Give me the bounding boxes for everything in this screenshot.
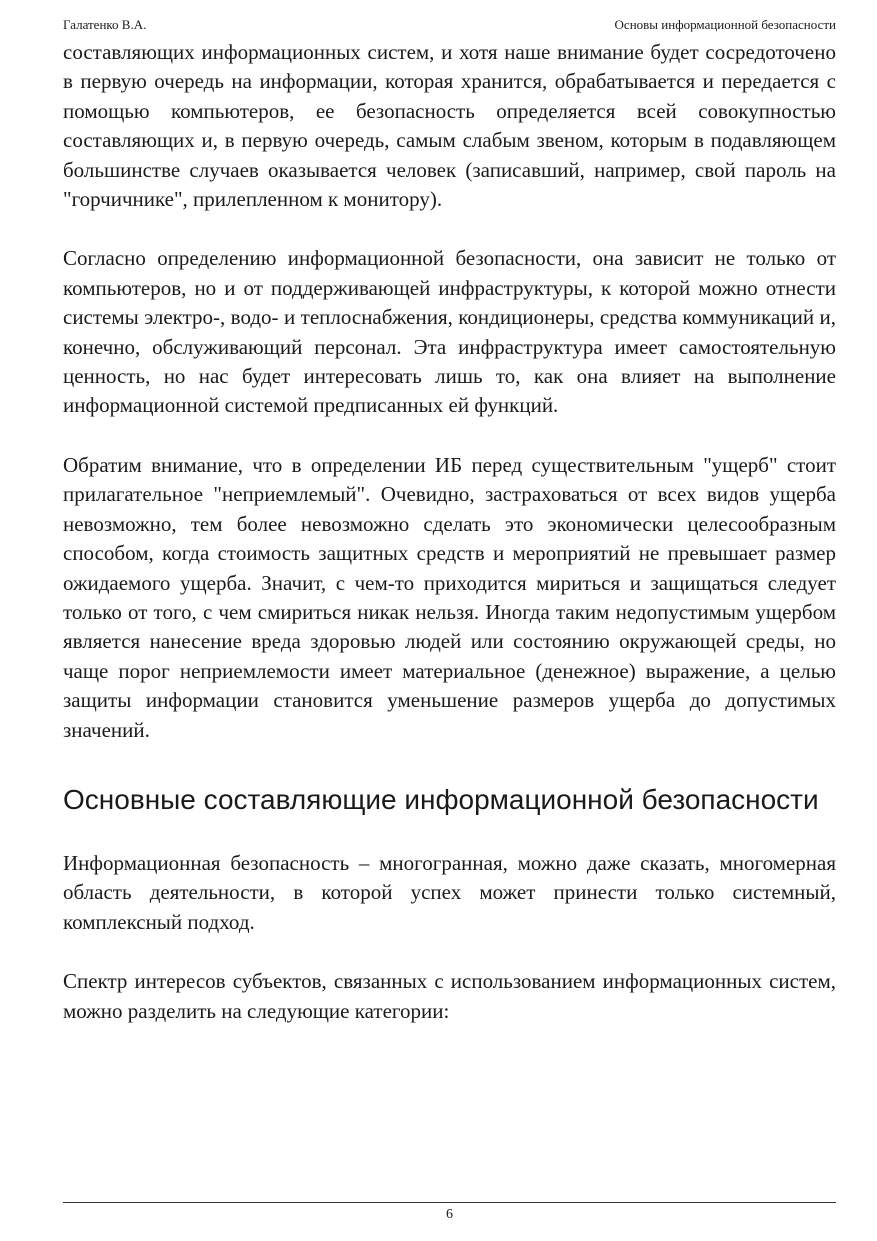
document-page [63, 0, 836, 1241]
paragraph-interest-spectrum: Спектр интересов субъектов, связанных с использованием информационных систем, можно разделить на следующие категории: [63, 969, 836, 1023]
header-author: Галатенко В.А. [63, 17, 147, 32]
body-text [63, 38, 836, 1026]
page-number: 6 [446, 1207, 453, 1222]
header-book-title: Основы информационной безопасности [614, 17, 836, 32]
paragraph-multifaceted: Информационная безопасность – многогранная, можно даже сказать, многомерная область деятельности, в которой успех может принести только системный, комплексный подход. [63, 850, 836, 934]
running-header [63, 16, 836, 34]
paragraph-unacceptable-damage: Обратим внимание, что в определении ИБ перед существительным "ущерб" стоит прилагательное "неприемлемый". Очевидно, застраховаться от всех видов ущерба невозможно, тем более невозможно сделать это экономически целесообразным способом, когда стоимость защитных средств и мероприятий не превышает размер ожидаемого ущерба. Значит, с чем-то приходится мириться и защищаться следует только от того, с чем смириться никак нельзя. Иногда таким недопустимым ущербом является нанесение вреда здоровью людей или состоянию окружающей среды, но чаще порог неприемлемости имеет материальное (денежное) выражение, а целью защиты информации становится уменьшение размеров ущерба до допустимых значений. [63, 452, 836, 742]
footer-divider [63, 1202, 836, 1203]
paragraph-continued: составляющих информационных систем, и хотя наше внимание будет сосредоточено в первую очередь на информации, которая хранится, обрабатывается и передается с помощью компьютеров, ее безопасность определяется всей совокупностью составляющих и, в первую очередь, самым слабым звеном, которым в подавляющем большинстве случаев оказывается человек (записавший, например, свой пароль на "горчичнике", прилепленном к монитору). [63, 40, 836, 212]
paragraph-infrastructure: Согласно определению информационной безопасности, она зависит не только от компьютеров, но и от поддерживающей инфраструктуры, к которой можно отнести системы электро-, водо- и теплоснабжения, кондиционеры, средства коммуникаций и, конечно, обслуживающий персонал. Эта инфраструктура имеет самостоятельную ценность, но нас будет интересовать лишь то, как она влияет на выполнение информационной системой предписанных ей функций. [63, 246, 836, 418]
section-heading: Основные составляющие информационной безопасности [63, 783, 819, 815]
